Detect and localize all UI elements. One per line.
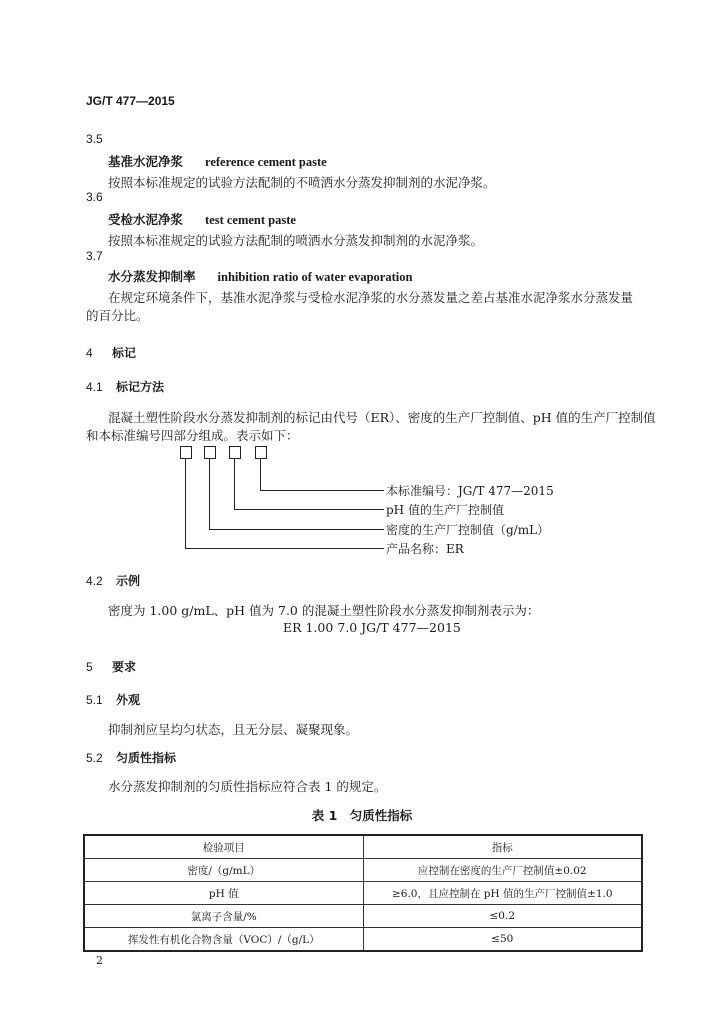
section-4-number: 4: [86, 346, 93, 360]
table-cell: pH 值: [84, 882, 363, 905]
table-cell: 氯离子含量/%: [84, 905, 363, 928]
connector-v-3: [234, 459, 235, 509]
section-3-5-number: 3.5: [86, 132, 103, 146]
table-cell: 应控制在密度的生产厂控制值±0.02: [363, 859, 642, 882]
connector-v-1: [185, 459, 186, 548]
section-5-title: 要求: [112, 660, 137, 674]
connector-v-2: [209, 459, 210, 529]
term-3-7-cn: 水分蒸发抑制率: [108, 269, 196, 284]
table-cell: 密度/（g/mL）: [84, 859, 363, 882]
section-3-6-number: 3.6: [86, 190, 103, 204]
term-3-6-en: test cement paste: [205, 213, 296, 227]
section-5-heading: [86, 658, 136, 675]
section-5-1-number: 5.1: [86, 693, 103, 707]
table-cell: 挥发性有机化合物含量（VOC）/（g/L）: [84, 928, 363, 952]
term-3-7: [108, 267, 412, 285]
example-line2: ER 1.00 7.0 JG/T 477—2015: [283, 620, 461, 635]
connector-v-4: [260, 459, 261, 490]
term-3-6: [108, 210, 296, 228]
table-row: [84, 928, 642, 952]
term-3-6-definition: 按照本标准规定的试验方法配制的喷洒水分蒸发抑制剂的水泥净浆。: [108, 233, 484, 248]
table-header-row: [84, 835, 642, 859]
term-3-5-definition: 按照本标准规定的试验方法配制的不喷洒水分蒸发抑制剂的水泥净浆。: [108, 175, 496, 190]
section-4-1-title: 标记方法: [116, 380, 165, 394]
section-4-1-number: 4.1: [86, 380, 103, 394]
label-product-name: 产品名称：ER: [386, 542, 464, 556]
section-5-1-title: 外观: [116, 693, 141, 707]
section-4-2-number: 4.2: [86, 574, 103, 588]
table-row: [84, 905, 642, 928]
placeholder-box-1: [180, 446, 192, 459]
label-ph-value: pH 值的生产厂控制值: [386, 503, 504, 517]
example-line1: 密度为 1.00 g/mL、pH 值为 7.0 的混凝土塑性阶段水分蒸发抑制剂表示为：: [108, 603, 540, 618]
section-4-2-heading: [86, 572, 140, 589]
section-3-7-number: 3.7: [86, 249, 103, 263]
section-5-1-text: 抑制剂应呈均匀状态，且无分层、凝聚现象。: [108, 722, 359, 737]
table-1-caption: 表 1 匀质性指标: [311, 808, 413, 823]
term-3-7-en: inhibition ratio of water evaporation: [217, 270, 413, 284]
label-density: 密度的生产厂控制值（g/mL）: [386, 523, 550, 537]
table-header-cell: 检验项目: [84, 835, 363, 859]
section-5-2-heading: [86, 749, 176, 766]
page-number: 2: [96, 954, 103, 967]
term-3-7-definition-line2: 的百分比。: [86, 308, 149, 323]
placeholder-box-3: [229, 446, 241, 459]
section-4-title: 标记: [112, 346, 137, 360]
connector-h-1: [185, 548, 384, 549]
table-cell: ≤0.2: [363, 905, 642, 928]
section-4-1-para-line1: 混凝土塑性阶段水分蒸发抑制剂的标记由代号（ER）、密度的生产厂控制值、pH 值的生产厂控制值: [108, 410, 656, 425]
section-5-2-title: 匀质性指标: [116, 751, 177, 765]
section-4-1-heading: [86, 378, 164, 395]
placeholder-box-4: [255, 446, 267, 459]
placeholder-box-2: [204, 446, 216, 459]
section-5-1-heading: [86, 691, 140, 708]
term-3-5: [108, 152, 327, 170]
connector-h-2: [209, 529, 384, 530]
label-standard-number: 本标准编号：JG/T 477—2015: [386, 484, 554, 498]
term-3-5-en: reference cement paste: [205, 155, 327, 169]
term-3-5-cn: 基准水泥净浆: [108, 154, 184, 169]
table-1: [83, 834, 643, 952]
table-row: [84, 859, 642, 882]
section-5-number: 5: [86, 660, 93, 674]
table-header-cell: 指标: [363, 835, 642, 859]
term-3-7-definition-line1: 在规定环境条件下，基准水泥净浆与受检水泥净浆的水分蒸发量之差占基准水泥净浆水分蒸发量: [108, 290, 634, 305]
table-row: [84, 882, 642, 905]
section-4-heading: [86, 344, 136, 361]
section-5-2-number: 5.2: [86, 751, 103, 765]
connector-h-4: [260, 490, 384, 491]
section-5-2-text: 水分蒸发抑制剂的匀质性指标应符合表 1 的规定。: [108, 779, 387, 794]
document-header: JG/T 477—2015: [86, 94, 175, 108]
term-3-6-cn: 受检水泥净浆: [108, 212, 184, 227]
section-4-2-title: 示例: [116, 574, 141, 588]
section-4-1-para-line2: 和本标准编号四部分组成。表示如下：: [86, 428, 299, 443]
table-cell: ≤50: [363, 928, 642, 952]
connector-h-3: [234, 509, 384, 510]
table-cell: ≥6.0，且应控制在 pH 值的生产厂控制值±1.0: [363, 882, 642, 905]
